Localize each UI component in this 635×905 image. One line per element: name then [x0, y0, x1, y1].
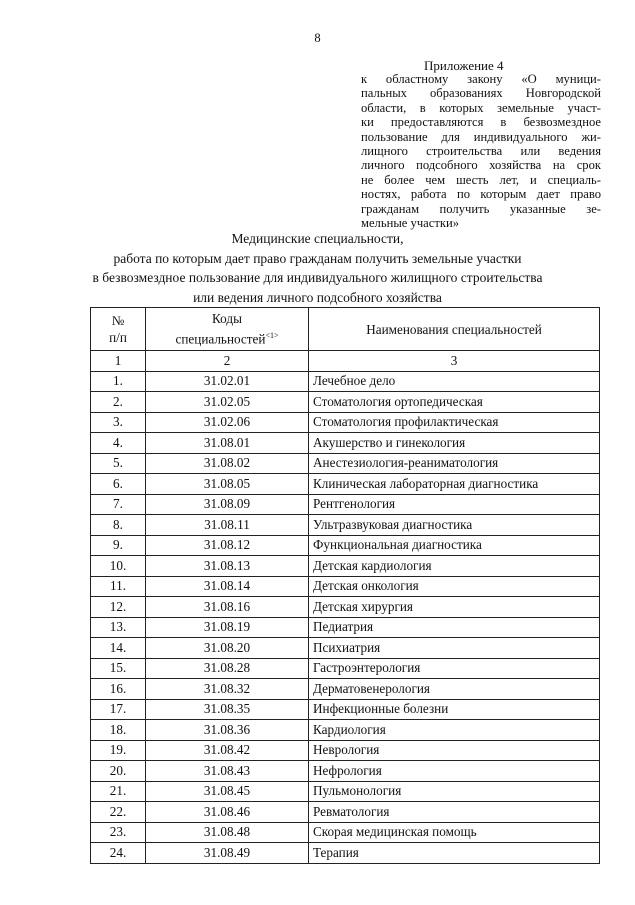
row-code: 31.08.32	[146, 679, 309, 700]
appendix-line: к областному закону «О муници-	[361, 72, 601, 86]
column-number-row	[91, 351, 600, 372]
title-line: в безвозмездное пользование для индивидуального жилищного строительства	[92, 270, 543, 285]
row-name: Ультразвуковая диагностика	[309, 515, 600, 536]
row-number: 12.	[91, 597, 146, 618]
table-row	[91, 843, 600, 864]
row-code: 31.08.09	[146, 494, 309, 515]
table-row	[91, 412, 600, 433]
table-row	[91, 515, 600, 536]
row-number: 14.	[91, 638, 146, 659]
row-name: Функциональная диагностика	[309, 535, 600, 556]
row-name: Психиатрия	[309, 638, 600, 659]
row-code: 31.08.13	[146, 556, 309, 577]
table-row	[91, 658, 600, 679]
table-row	[91, 761, 600, 782]
row-name: Педиатрия	[309, 617, 600, 638]
specialties-table	[90, 307, 600, 864]
header-number	[91, 308, 146, 351]
row-number: 19.	[91, 740, 146, 761]
table-row	[91, 617, 600, 638]
row-number: 8.	[91, 515, 146, 536]
row-code: 31.08.01	[146, 433, 309, 454]
table-row	[91, 638, 600, 659]
row-name: Детская онкология	[309, 576, 600, 597]
appendix-line: области, в которых земельные участ-	[361, 100, 601, 115]
row-name: Клиническая лабораторная диагностика	[309, 474, 600, 495]
row-code: 31.08.36	[146, 720, 309, 741]
table-row	[91, 371, 600, 392]
appendix-line: лищного строительства или ведения	[361, 144, 601, 159]
row-name: Стоматология ортопедическая	[309, 392, 600, 413]
header-codes-line2: специальностей	[175, 331, 266, 347]
row-name: Стоматология профилактическая	[309, 412, 600, 433]
row-name: Детская кардиология	[309, 556, 600, 577]
row-name: Анестезиология-реаниматология	[309, 453, 600, 474]
table-row	[91, 392, 600, 413]
title-line: работа по которым дает право гражданам получить земельные участки	[113, 250, 522, 266]
table-row	[91, 699, 600, 720]
title-line: Медицинские специальности,	[231, 231, 404, 246]
appendix-line: личного подсобного хозяйства на срок	[361, 158, 601, 173]
row-number: 1.	[91, 371, 146, 392]
row-code: 31.08.19	[146, 617, 309, 638]
table-row	[91, 597, 600, 618]
row-code: 31.08.46	[146, 802, 309, 823]
row-code: 31.08.05	[146, 474, 309, 495]
row-code: 31.02.01	[146, 371, 309, 392]
table-row	[91, 433, 600, 454]
appendix-body	[361, 72, 601, 230]
table-row	[91, 535, 600, 556]
row-code: 31.02.06	[146, 412, 309, 433]
header-names: Наименования специальностей	[309, 308, 600, 351]
row-number: 21.	[91, 781, 146, 802]
page-number: 8	[314, 31, 321, 45]
row-name: Инфекционные болезни	[309, 699, 600, 720]
header-codes	[146, 308, 309, 351]
row-number: 7.	[91, 494, 146, 515]
row-name: Детская хирургия	[309, 597, 600, 618]
row-code: 31.08.02	[146, 453, 309, 474]
row-number: 10.	[91, 556, 146, 577]
title-line: или ведения личного подсобного хозяйства	[193, 289, 442, 305]
row-number: 3.	[91, 412, 146, 433]
row-name: Дерматовенерология	[309, 679, 600, 700]
row-number: 2.	[91, 392, 146, 413]
table-row	[91, 781, 600, 802]
row-code: 31.08.45	[146, 781, 309, 802]
appendix-line: мельные участки»	[361, 216, 459, 231]
appendix-line: не более чем шесть лет, и специаль-	[361, 172, 601, 187]
row-code: 31.02.05	[146, 392, 309, 413]
row-number: 24.	[91, 843, 146, 864]
row-number: 20.	[91, 761, 146, 782]
column-number: 1	[91, 351, 146, 372]
row-code: 31.08.48	[146, 822, 309, 843]
table-row	[91, 453, 600, 474]
row-name: Гастроэнтерология	[309, 658, 600, 679]
row-code: 31.08.14	[146, 576, 309, 597]
table-body	[91, 371, 600, 863]
row-number: 15.	[91, 658, 146, 679]
document-title	[0, 229, 635, 307]
row-number: 13.	[91, 617, 146, 638]
row-code: 31.08.11	[146, 515, 309, 536]
appendix-line: пользование для индивидуального жи-	[361, 129, 601, 144]
row-name: Ревматология	[309, 802, 600, 823]
footnote-ref: <1>	[265, 331, 279, 341]
appendix-line: пальных образованиях Новгородской	[361, 86, 601, 101]
header-number-line1: №	[111, 313, 125, 328]
appendix-title: Приложение 4	[424, 58, 504, 73]
table-row	[91, 822, 600, 843]
appendix-line: ки предоставляются в безвозмездное	[361, 115, 601, 130]
row-code: 31.08.12	[146, 535, 309, 556]
row-code: 31.08.20	[146, 638, 309, 659]
appendix-line: гражданам получить указанные зе-	[361, 201, 601, 216]
row-name: Пульмонология	[309, 781, 600, 802]
row-name: Кардиология	[309, 720, 600, 741]
row-code: 31.08.43	[146, 761, 309, 782]
row-name: Неврология	[309, 740, 600, 761]
column-number: 2	[146, 351, 309, 372]
row-name: Терапия	[309, 843, 600, 864]
row-number: 5.	[91, 453, 146, 474]
row-number: 18.	[91, 720, 146, 741]
row-number: 23.	[91, 822, 146, 843]
row-number: 11.	[91, 576, 146, 597]
table-row	[91, 740, 600, 761]
row-name: Скорая медицинская помощь	[309, 822, 600, 843]
table-row	[91, 474, 600, 495]
row-code: 31.08.35	[146, 699, 309, 720]
header-codes-line1: Коды	[212, 311, 242, 327]
header-number-line2: п/п	[109, 330, 127, 345]
appendix-line: ностях, работа по которым дает право	[361, 187, 601, 202]
table-row	[91, 576, 600, 597]
row-number: 6.	[91, 474, 146, 495]
row-number: 16.	[91, 679, 146, 700]
row-name: Рентгенология	[309, 494, 600, 515]
row-name: Нефрология	[309, 761, 600, 782]
row-number: 9.	[91, 535, 146, 556]
row-number: 17.	[91, 699, 146, 720]
row-name: Акушерство и гинекология	[309, 433, 600, 454]
table-row	[91, 556, 600, 577]
table-header-row	[91, 308, 600, 351]
column-number: 3	[309, 351, 600, 372]
row-code: 31.08.49	[146, 843, 309, 864]
row-code: 31.08.16	[146, 597, 309, 618]
row-number: 4.	[91, 433, 146, 454]
table-row	[91, 720, 600, 741]
row-code: 31.08.28	[146, 658, 309, 679]
row-code: 31.08.42	[146, 740, 309, 761]
table-row	[91, 679, 600, 700]
row-name: Лечебное дело	[309, 371, 600, 392]
row-number: 22.	[91, 802, 146, 823]
table-row	[91, 802, 600, 823]
table-row	[91, 494, 600, 515]
